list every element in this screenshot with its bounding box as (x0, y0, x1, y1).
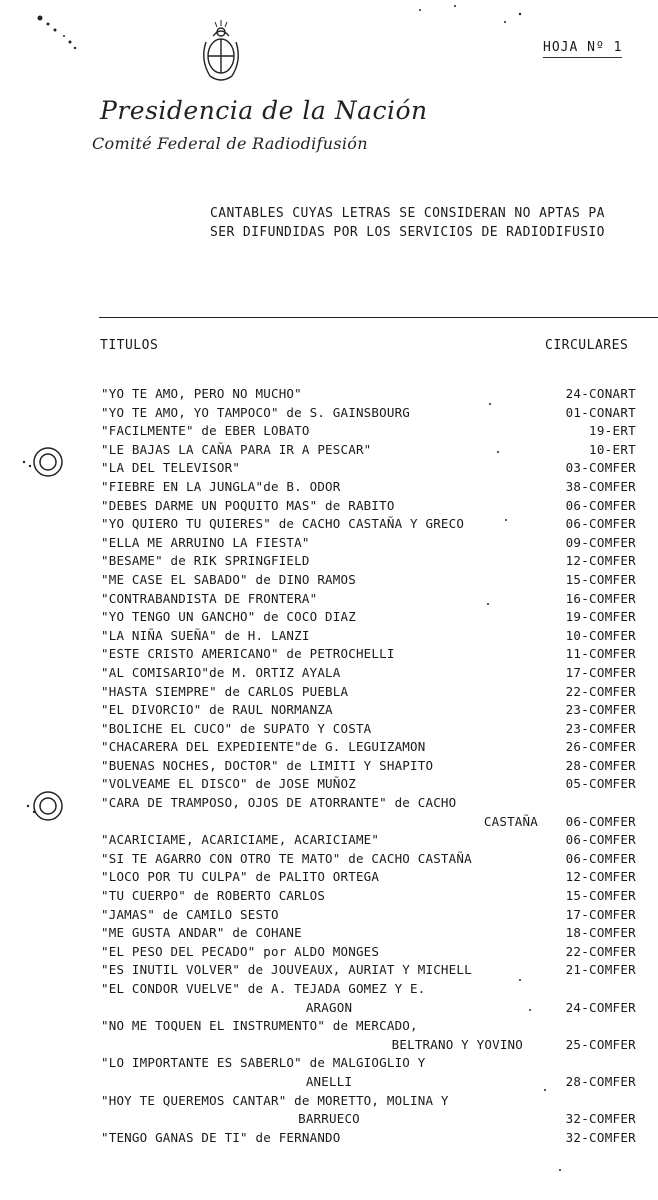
list-item (0, 572, 658, 591)
list-item (0, 1130, 658, 1149)
song-title: "TU CUERPO" de ROBERTO CARLOS (101, 888, 326, 904)
circular-code: 06-COMFER (565, 850, 636, 866)
circular-code: 22-COMFER (565, 943, 636, 959)
list-item (0, 423, 658, 442)
header-divider (99, 317, 658, 318)
song-title: "ESTE CRISTO AMERICANO" de PETROCHELLI (101, 646, 395, 662)
list-item (0, 721, 658, 740)
column-header-titles: TITULOS (100, 338, 159, 353)
song-title: "LOCO POR TU CULPA" de PALITO ORTEGA (101, 869, 380, 885)
list-item (0, 535, 658, 554)
song-title: "ME CASE EL SABADO" de DINO RAMOS (101, 571, 356, 587)
song-title-continuation: ARAGON (305, 999, 353, 1015)
song-title: "EL DIVORCIO" de RAUL NORMANZA (101, 702, 333, 718)
circular-code: 10-ERT (589, 441, 636, 457)
list-item (0, 869, 658, 888)
circular-code: 21-COMFER (565, 962, 636, 978)
list-item-continuation (0, 1074, 658, 1093)
song-title: "CARA DE TRAMPOSO, OJOS DE ATORRANTE" de CACHO (101, 795, 457, 811)
song-title: "LO IMPORTANTE ES SABERLO" de MALGIOGLIO Y (101, 1055, 426, 1071)
list-item (0, 553, 658, 572)
song-title-continuation: ANELLI (305, 1073, 353, 1089)
song-title: "DEBES DARME UN POQUITO MAS" de RABITO (101, 497, 395, 513)
list-item (0, 405, 658, 424)
song-title: "AL COMISARIO"de M. ORTIZ AYALA (101, 664, 341, 680)
song-title: "EL PESO DEL PECADO" por ALDO MONGES (101, 943, 380, 959)
list-item (0, 386, 658, 405)
list-item (0, 962, 658, 981)
song-title: "LE BAJAS LA CAÑA PARA IR A PESCAR" (101, 441, 372, 457)
song-title: "YO TENGO UN GANCHO" de COCO DIAZ (101, 609, 356, 625)
song-title-continuation: CASTAÑA (483, 813, 538, 829)
list-item (0, 609, 658, 628)
circular-code: 03-COMFER (565, 460, 636, 476)
circular-code: 19-COMFER (565, 609, 636, 625)
song-title: "TENGO GANAS DE TI" de FERNANDO (101, 1129, 341, 1145)
song-title: "HOY TE QUEREMOS CANTAR" de MORETTO, MOLINA Y (101, 1092, 449, 1108)
song-title: "VOLVEAME EL DISCO" de JOSE MUÑOZ (101, 776, 356, 792)
song-title: "YO QUIERO TU QUIERES" de CACHO CASTAÑA Y GRECO (101, 516, 465, 532)
song-title: "ES INUTIL VOLVER" de JOUVEAUX, AURIAT Y MICHELL (101, 962, 472, 978)
circular-code: 38-COMFER (565, 478, 636, 494)
list-item (0, 460, 658, 479)
song-title: "JAMAS" de CAMILO SESTO (101, 906, 279, 922)
circular-code: 11-COMFER (565, 646, 636, 662)
circular-code: 06-COMFER (565, 813, 636, 829)
circular-code: 28-COMFER (565, 757, 636, 773)
song-title: "ME GUSTA ANDAR" de COHANE (101, 925, 302, 941)
circular-code: 32-COMFER (565, 1129, 636, 1145)
list-item (0, 684, 658, 703)
circular-code: 10-COMFER (565, 627, 636, 643)
song-title: "ELLA ME ARRUINO LA FIESTA" (101, 534, 310, 550)
circular-code: 26-COMFER (565, 739, 636, 755)
list-item (0, 442, 658, 461)
circular-code: 16-COMFER (565, 590, 636, 606)
list-item-continuation (0, 1037, 658, 1056)
letterhead-committee: Comité Federal de Radiodifusión (92, 134, 368, 153)
sheet-number: HOJA Nº 1 (543, 40, 622, 55)
letterhead-presidency: Presidencia de la Nación (100, 96, 428, 125)
circular-code: 28-COMFER (565, 1073, 636, 1089)
circular-code: 12-COMFER (565, 553, 636, 569)
list-item (0, 907, 658, 926)
heading-line-2: SER DIFUNDIDAS POR LOS SERVICIOS DE RADIODIFUSIO (210, 225, 605, 240)
song-title: "BOLICHE EL CUCO" de SUPATO Y COSTA (101, 720, 372, 736)
circular-code: 23-COMFER (565, 702, 636, 718)
coat-of-arms-icon (196, 12, 246, 88)
circular-code: 05-COMFER (565, 776, 636, 792)
song-title: "ACARICIAME, ACARICIAME, ACARICIAME" (101, 832, 380, 848)
list-item (0, 646, 658, 665)
list-item (0, 739, 658, 758)
song-title: "CHACARERA DEL EXPEDIENTE"de G. LEGUIZAMON (101, 739, 426, 755)
circular-code: 18-COMFER (565, 925, 636, 941)
list-item (0, 479, 658, 498)
list-item (0, 758, 658, 777)
list-item (0, 981, 658, 1000)
list-item (0, 888, 658, 907)
circular-code: 17-COMFER (565, 906, 636, 922)
document-heading (210, 204, 605, 242)
song-title: "SI TE AGARRO CON OTRO TE MATO" de CACHO CASTAÑA (101, 850, 472, 866)
list-item (0, 591, 658, 610)
circular-code: 24-COMFER (565, 999, 636, 1015)
circular-code: 01-CONART (565, 404, 636, 420)
list-item (0, 1055, 658, 1074)
song-title: "BESAME" de RIK SPRINGFIELD (101, 553, 310, 569)
list-item (0, 516, 658, 535)
list-item (0, 795, 658, 814)
song-title: "LA NIÑA SUEÑA" de H. LANZI (101, 627, 310, 643)
list-item (0, 1093, 658, 1112)
list-item (0, 665, 658, 684)
song-title: "FIEBRE EN LA JUNGLA"de B. ODOR (101, 478, 341, 494)
circular-code: 15-COMFER (565, 888, 636, 904)
song-title-continuation: BELTRANO Y YOVINO (391, 1036, 523, 1052)
list-item-continuation (0, 814, 658, 833)
list-item (0, 702, 658, 721)
song-title: "HASTA SIEMPRE" de CARLOS PUEBLA (101, 683, 349, 699)
column-header-circulars: CIRCULARES (545, 338, 629, 353)
circular-code: 06-COMFER (565, 832, 636, 848)
song-title-continuation: BARRUECO (298, 1111, 360, 1127)
song-title: "EL CONDOR VUELVE" de A. TEJADA GOMEZ Y E. (101, 981, 426, 996)
list-item (0, 925, 658, 944)
song-title: "BUENAS NOCHES, DOCTOR" de LIMITI Y SHAPITO (101, 757, 434, 773)
song-title: "YO TE AMO, YO TAMPOCO" de S. GAINSBOURG (101, 404, 411, 420)
circular-code: 24-CONART (565, 386, 636, 401)
list-item (0, 851, 658, 870)
circular-code: 17-COMFER (565, 664, 636, 680)
circular-code: 23-COMFER (565, 720, 636, 736)
circular-code: 12-COMFER (565, 869, 636, 885)
circular-code: 06-COMFER (565, 516, 636, 532)
song-title: "CONTRABANDISTA DE FRONTERA" (101, 590, 318, 606)
list-item (0, 498, 658, 517)
circular-code: 06-COMFER (565, 497, 636, 513)
heading-line-1: CANTABLES CUYAS LETRAS SE CONSIDERAN NO APTAS PA (210, 206, 605, 221)
list-item (0, 944, 658, 963)
song-title: "LA DEL TELEVISOR" (101, 460, 241, 476)
circular-code: 25-COMFER (565, 1036, 636, 1052)
circular-code: 15-COMFER (565, 571, 636, 587)
song-title: "NO ME TOQUEN EL INSTRUMENTO" de MERCADO, (101, 1018, 418, 1034)
circular-code: 32-COMFER (565, 1111, 636, 1127)
banned-songs-list (0, 386, 658, 1148)
list-item (0, 1018, 658, 1037)
circular-code: 09-COMFER (565, 534, 636, 550)
list-item (0, 776, 658, 795)
circular-code: 19-ERT (589, 423, 636, 439)
song-title: "FACILMENTE" de EBER LOBATO (101, 423, 310, 439)
song-title: "YO TE AMO, PERO NO MUCHO" (101, 386, 302, 401)
list-item (0, 628, 658, 647)
list-item (0, 832, 658, 851)
circular-code: 22-COMFER (565, 683, 636, 699)
list-item-continuation (0, 1111, 658, 1130)
list-item-continuation (0, 1000, 658, 1019)
